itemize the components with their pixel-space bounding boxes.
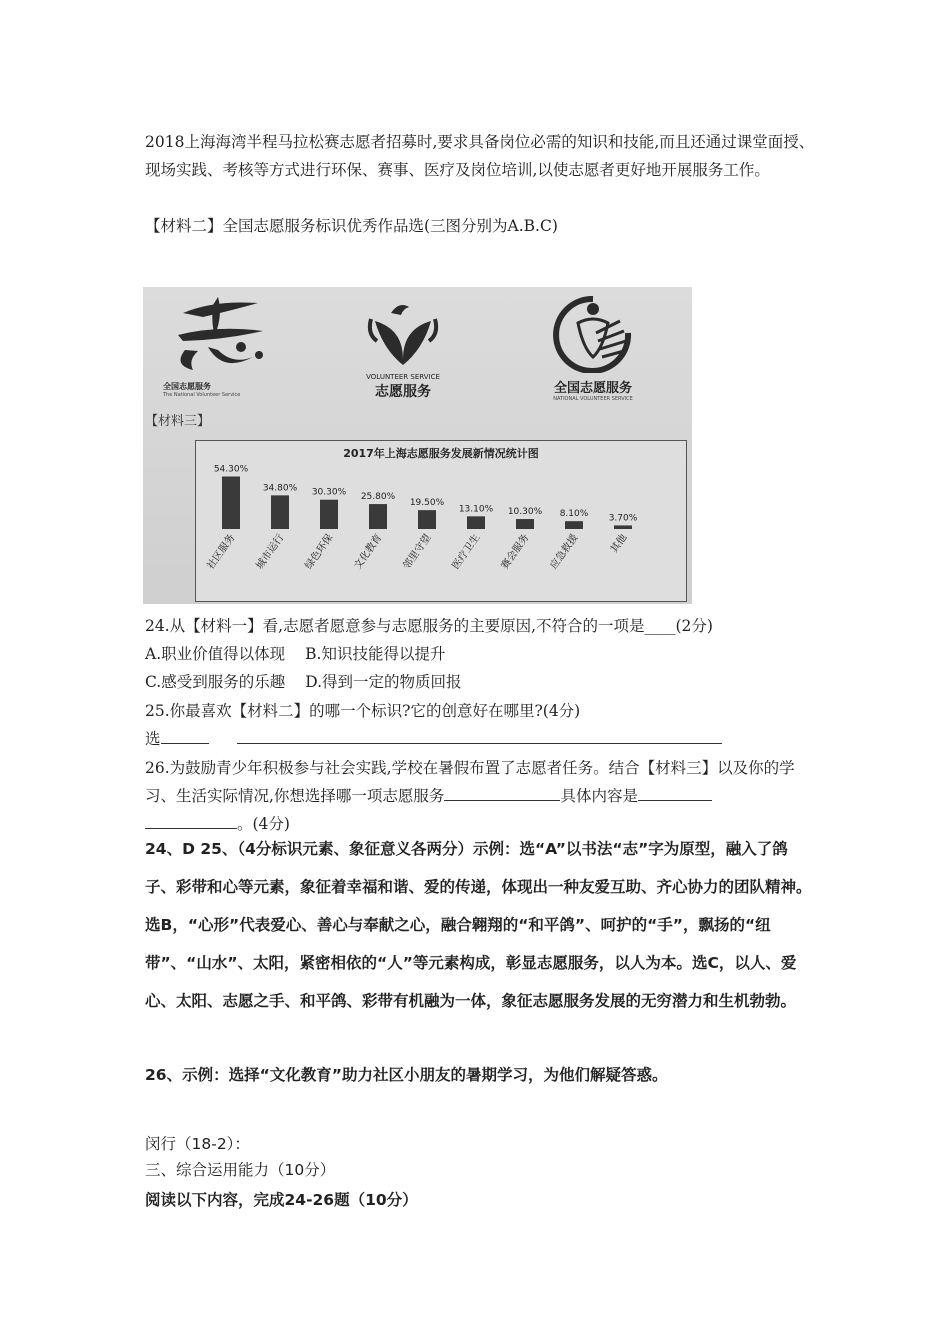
chart-category-label: 绿色环保 [303, 532, 336, 572]
chart-data-label: 8.10% [559, 509, 589, 520]
answer-26: 26、示例：选择“文化教育”助力社区小朋友的暑期学习，为他们解疑答惑。 [145, 1066, 668, 1084]
logo-c-caption-en: NATIONAL VOLUNTEER SERVICE [553, 396, 633, 402]
chart-title: 2017年上海志愿服务发展新情况统计图 [343, 447, 539, 460]
section-instruction: 阅读以下内容，完成24-26题（10分） [145, 1191, 418, 1209]
reason-blank[interactable] [237, 725, 722, 744]
content-blank-2[interactable] [145, 810, 237, 829]
question-26-text-2: 具体内容是 [560, 787, 638, 805]
chart-bar [565, 521, 583, 529]
section-title: 三、综合运用能力（10分） [145, 1161, 336, 1179]
chart-category-label: 赛会服务 [499, 532, 532, 572]
chart-data-label: 10.30% [507, 507, 543, 518]
chart-category-label: 社区服务 [205, 532, 238, 572]
question-26-score: 。(4分) [237, 815, 290, 833]
logo-a [163, 295, 273, 405]
question-25-answer-line [145, 725, 815, 753]
chart-bar [614, 525, 632, 529]
chart-category-label: 城市运行 [254, 532, 287, 572]
section-district: 闵行（18-2）： [145, 1135, 250, 1153]
chart-category-label: 医疗卫生 [450, 532, 483, 572]
calligraphy-zhi-icon [163, 295, 273, 375]
question-24-options-ab [145, 640, 815, 668]
question-24-options-cd [145, 668, 815, 696]
chart-bar [222, 477, 240, 529]
logo-a-caption-en: The National Volunteer Service [163, 392, 241, 398]
chart-data-label: 25.80% [360, 492, 396, 503]
option-c: C.感受到服务的乐趣 [145, 673, 286, 691]
chart-bar [320, 500, 338, 529]
question-26 [145, 754, 815, 838]
logo-b [343, 299, 463, 409]
hand-heart-circle-icon [548, 293, 638, 373]
select-blank[interactable] [161, 725, 209, 744]
logo-c [528, 293, 658, 408]
chart-category-label: 文化教育 [352, 532, 385, 572]
content-blank-1[interactable] [638, 782, 712, 801]
material3-label: 【材料三】 [145, 414, 211, 429]
logo-c-caption-cn: 全国志愿服务 [553, 381, 632, 396]
chart-data-label: 13.10% [458, 504, 494, 515]
option-d: D.得到一定的物质回报 [305, 673, 462, 691]
logo-b-caption-en: VOLUNTEER SERVICE [366, 373, 440, 381]
answer-paragraph: 24、D 25、（4分标识元素、象征意义各两分）示例：选“A”以书法“志”字为原型，融入了鸽子、彩带和心等元素，象征着幸福和谐、爱的传递，体现出一种友爱互助、齐心协力的团队精神。 选B，“心形”代表爱心、善心与奉献之心，融合翱翔的“和平鸽”、呵护的“手”，飘扬的“纽带”、“山水”、太阳，紧密相依的“人”等元素构成，彰显志愿服务，以人为本。选C，以人、爱心、太阳、志愿之手、和平鸽、彩带有机融为一体，象征志愿服务发展的无穷潜力和生机勃勃。 [145, 840, 820, 1010]
material2-heading: 【材料二】全国志愿服务标识优秀作品选(三图分别为A.B.C) [145, 217, 558, 235]
bar-chart [196, 441, 686, 601]
chart-bar [369, 504, 387, 529]
question-25: 25.你最喜欢【材料二】的哪一个标识?它的创意好在哪里?(4分) [145, 702, 581, 720]
service-blank[interactable] [444, 782, 560, 801]
logo-b-caption-cn: 志愿服务 [375, 384, 431, 400]
chart-bar [271, 495, 289, 529]
material-photo [143, 287, 692, 604]
chart-bar [467, 516, 485, 529]
chart-data-label: 34.80% [262, 483, 298, 494]
chart-data-label: 19.50% [409, 498, 445, 509]
chart-data-label: 54.30% [213, 464, 249, 475]
chart-category-label: 其他 [608, 532, 630, 556]
chart-category-label: 应急救援 [548, 532, 581, 572]
chart-bar [418, 510, 436, 529]
chart-bar [516, 519, 534, 529]
material1-paragraph: 2018上海海湾半程马拉松赛志愿者招募时,要求具备岗位必需的知识和技能,而且还通过课堂面授、现场实践、考核等方式进行环保、赛事、医疗及岗位培训,以使志愿者更好地开展服务工作。 [145, 133, 815, 179]
chart-data-label: 3.70% [608, 513, 638, 524]
option-b: B.知识技能得以提升 [305, 645, 446, 663]
option-a: A.职业价值得以体现 [145, 645, 286, 663]
chart-frame [195, 440, 687, 602]
question-24: 24.从【材料一】看,志愿者愿意参与志愿服务的主要原因,不符合的一项是____(2分) [145, 617, 713, 635]
question-26-text: 26.为鼓励青少年积极参与社会实践,学校在暑假布置了志愿者任务。结合【材料三】以及你的学习、生活实际情况,你想选择哪一项志愿服务 [145, 759, 795, 805]
chart-data-label: 30.30% [311, 487, 347, 498]
select-label: 选 [145, 730, 161, 748]
heart-dove-icon [363, 299, 443, 369]
logo-a-caption-cn: 全国志愿服务 [163, 382, 211, 391]
chart-category-label: 邻里守望 [401, 532, 434, 572]
